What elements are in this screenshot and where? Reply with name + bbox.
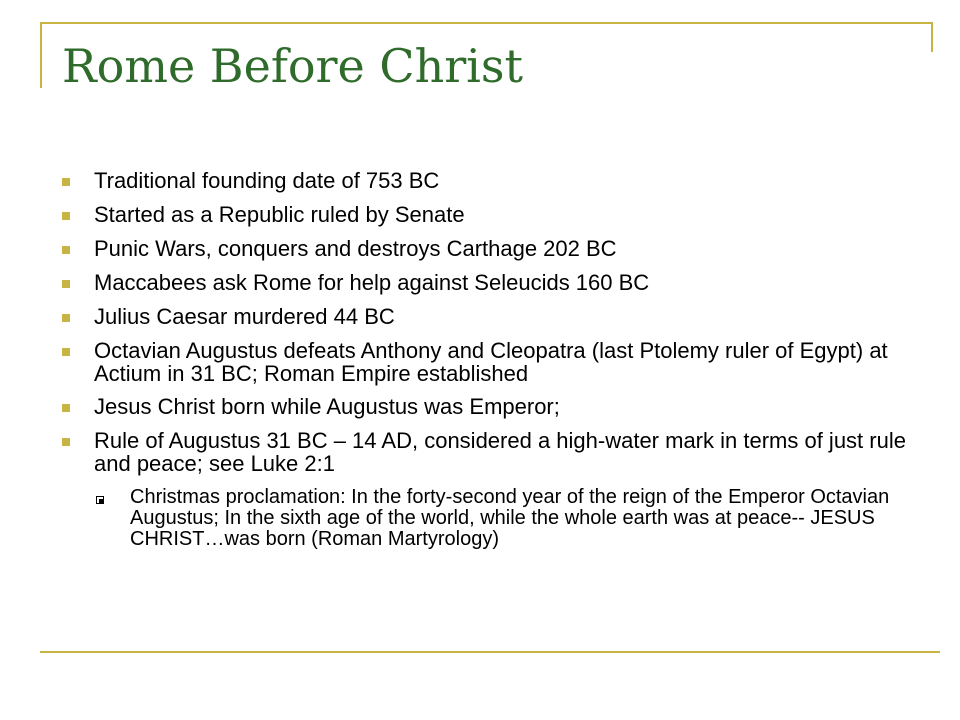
bullet-item [62, 203, 922, 226]
bullet-text: Maccabees ask Rome for help against Seleucids 160 BC [94, 270, 650, 295]
square-bullet-icon [62, 246, 70, 254]
bullet-text: Julius Caesar murdered 44 BC [94, 304, 395, 329]
slide-title: Rome Before Christ [62, 39, 523, 93]
square-bullet-icon [62, 314, 70, 322]
bullet-item [62, 237, 922, 260]
left-divider [40, 22, 42, 88]
box-bullet-icon [96, 496, 104, 504]
square-bullet-icon [62, 348, 70, 356]
top-divider [40, 22, 933, 24]
bullet-text: Rule of Augustus 31 BC – 14 AD, considered a high-water mark in terms of just rule and peace; see Luke 2:1 [94, 428, 906, 476]
bullet-item [62, 429, 922, 550]
square-bullet-icon [62, 438, 70, 446]
bullet-text: Jesus Christ born while Augustus was Emperor; [94, 394, 560, 419]
bullet-list [62, 169, 922, 561]
square-bullet-icon [62, 280, 70, 288]
bullet-item [62, 395, 922, 418]
bullet-text: Traditional founding date of 753 BC [94, 168, 440, 193]
bullet-text: Octavian Augustus defeats Anthony and Cleopatra (last Ptolemy ruler of Egypt) at Actium in 31 BC; Roman Empire established [94, 338, 888, 386]
bullet-text: Punic Wars, conquers and destroys Carthage 202 BC [94, 236, 617, 261]
bullet-item [62, 169, 922, 192]
square-bullet-icon [62, 178, 70, 186]
bullet-text: Started as a Republic ruled by Senate [94, 202, 465, 227]
square-bullet-icon [62, 212, 70, 220]
square-bullet-icon [62, 404, 70, 412]
sub-bullet-list [94, 487, 922, 550]
bullet-item [62, 305, 922, 328]
right-divider [931, 22, 933, 52]
bullet-item [62, 339, 922, 385]
sub-bullet-text: Christmas proclamation: In the forty-second year of the reign of the Emperor Octavian Augustus; In the sixth age of the world, while the whole earth was at peace-- JESUS CHRIST…was born (Roman Martyrology) [130, 486, 890, 550]
sub-bullet-item [94, 487, 922, 550]
bullet-item [62, 271, 922, 294]
bottom-divider [40, 651, 940, 653]
